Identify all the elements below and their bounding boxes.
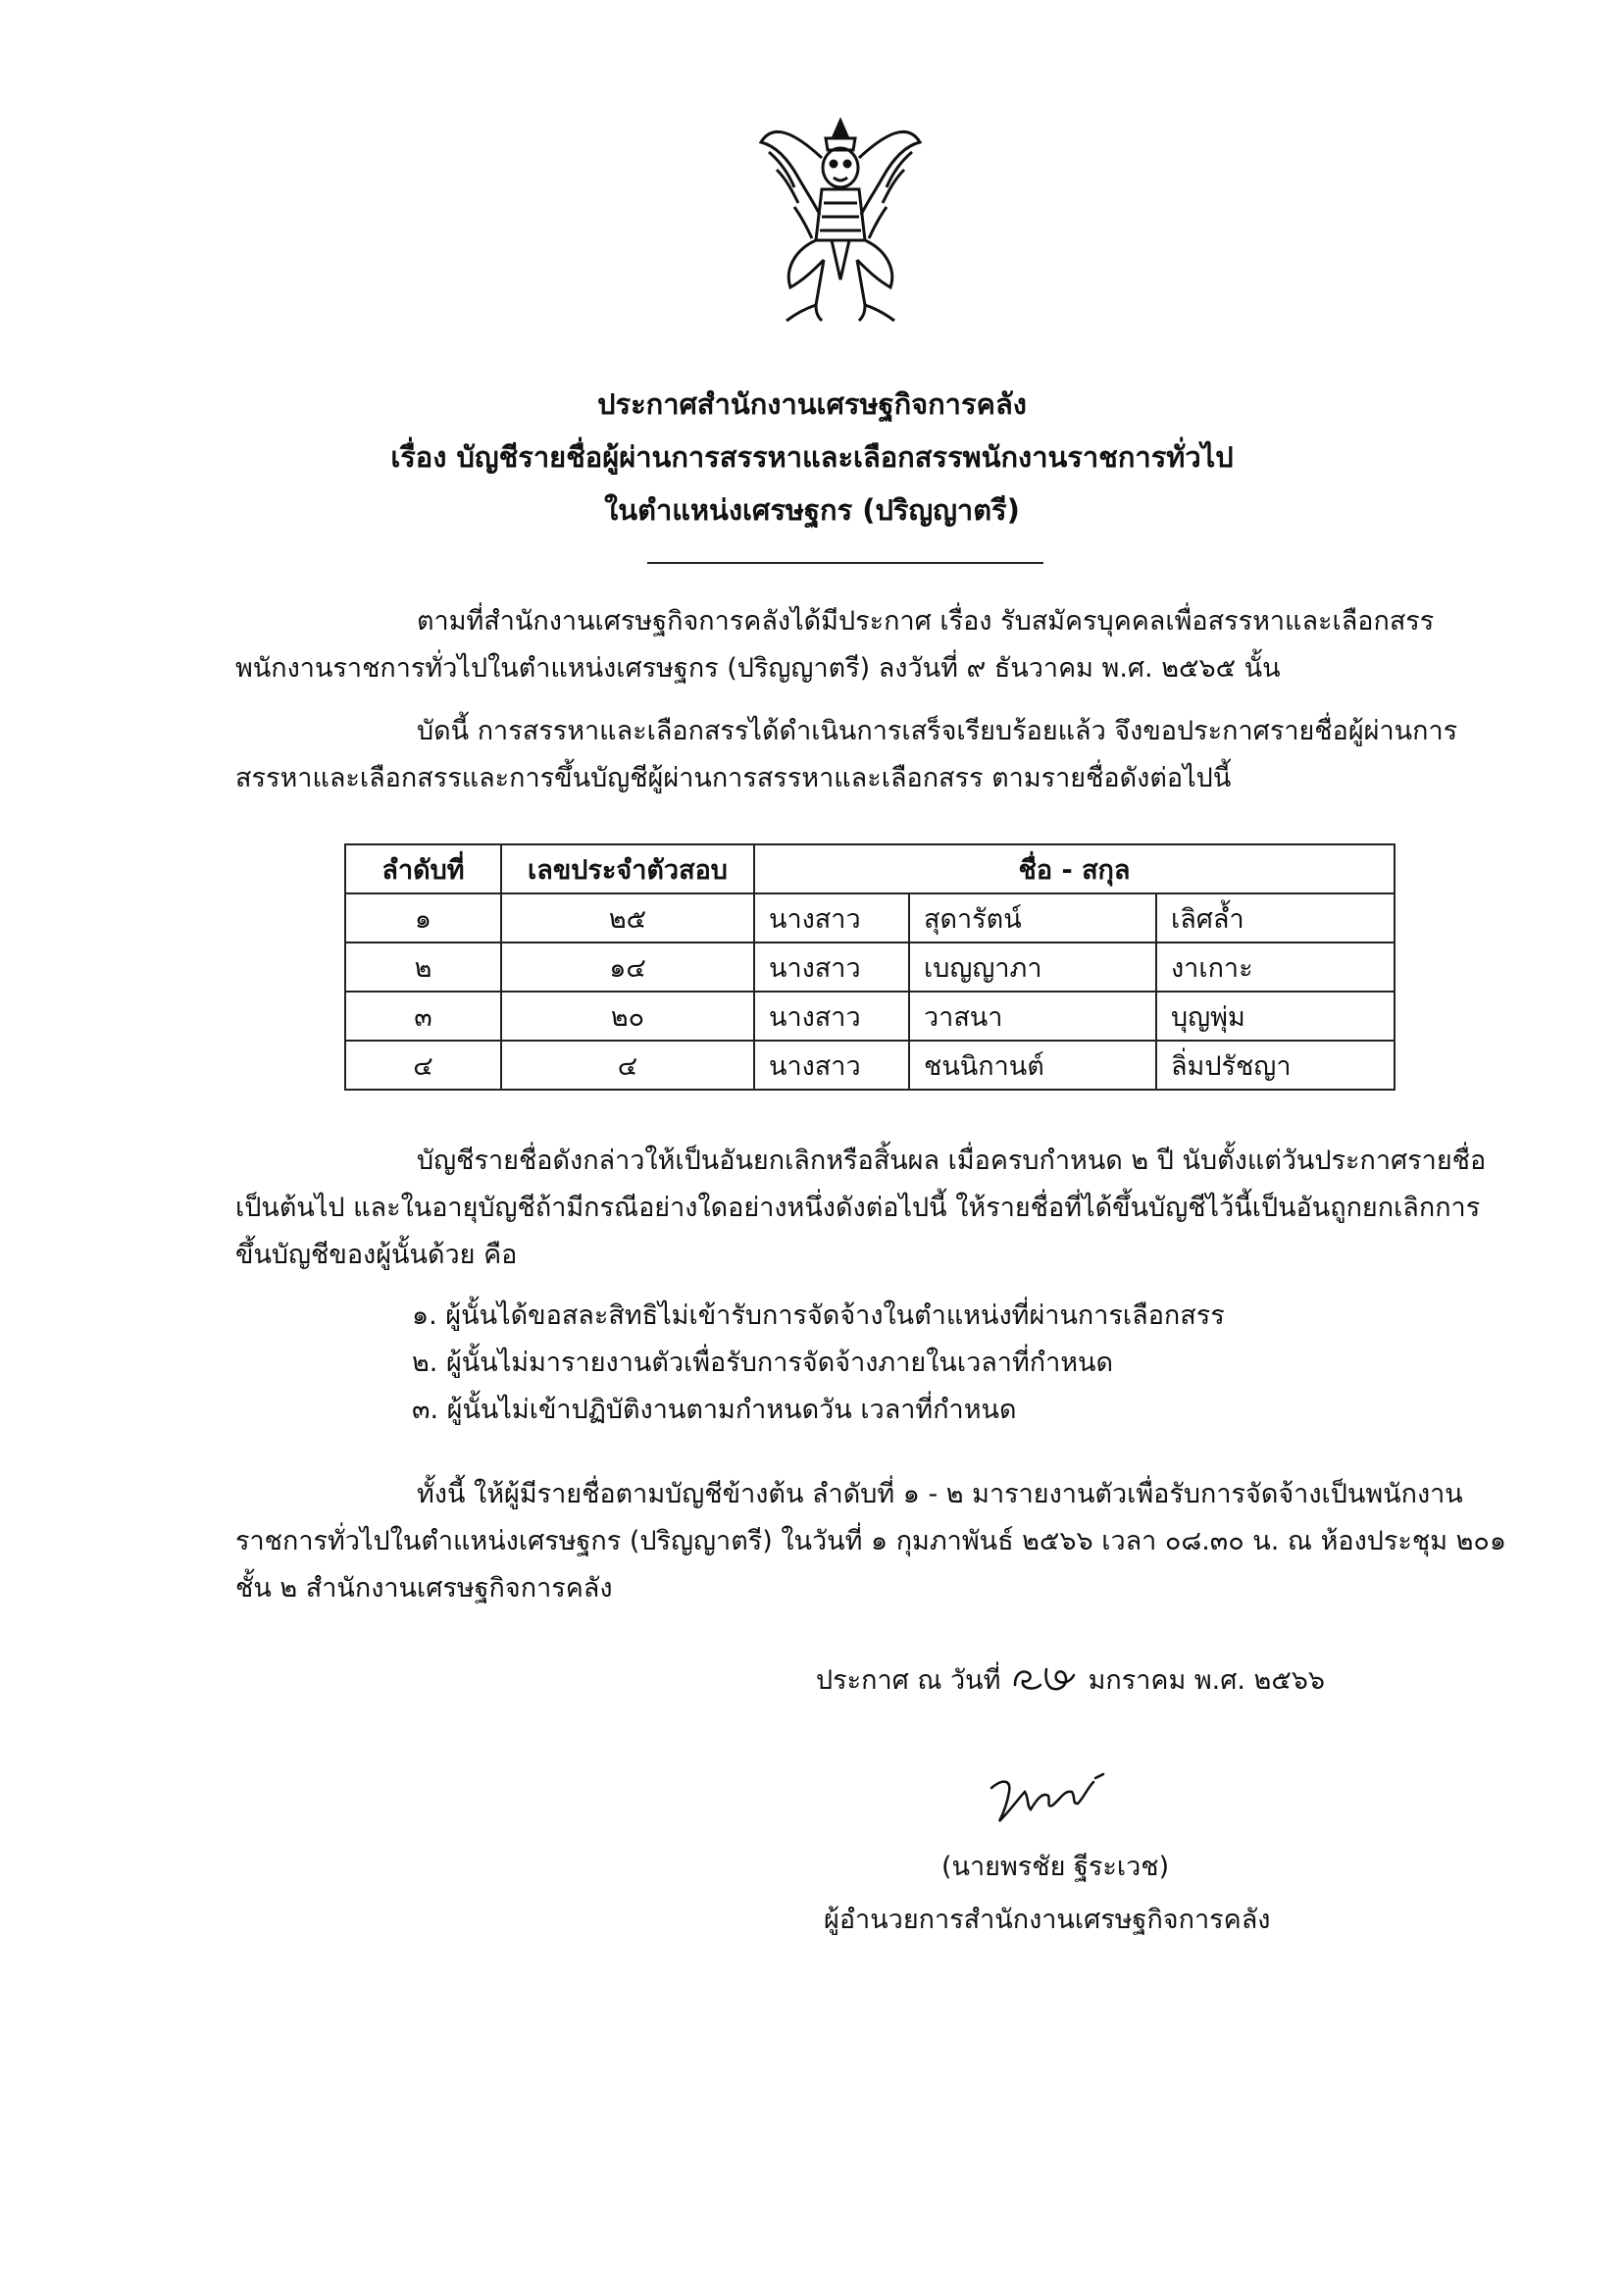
header-full-name: ชื่อ - สกุล xyxy=(754,844,1395,893)
table-row xyxy=(345,893,1395,943)
header-order: ลำดับที่ xyxy=(345,844,501,893)
announce-prefix: ประกาศ ณ วันที่ xyxy=(816,1665,1010,1696)
condition-item: ๓. ผู้นั้นไม่เข้าปฏิบัติงานตามกำหนดวัน เวลาที่กำหนด xyxy=(412,1395,1017,1425)
paragraph-background: ตามที่สำนักงานเศรษฐกิจการคลังได้มีประกาศ เรื่อง รับสมัครบุคคลเพื่อสรรหาและเลือกสรรพนักงานราชการทั่วไปในตำแหน่งเศรษฐกร (ปริญญาตรี) ลงวันที่ ๙ ธันวาคม พ.ศ. ๒๕๖๕ นั้น xyxy=(235,606,1435,684)
paragraph-reporting: ทั้งนี้ ให้ผู้มีรายชื่อตามบัญชีข้างต้น ลำดับที่ ๑ - ๒ มารายงานตัวเพื่อรับการจัดจ้างเป็นพนักงานราชการทั่วไปในตำแหน่งเศรษฐกร (ปริญญาตรี) ในวันที่ ๑ กุมภาพันธ์ ๒๕๖๖ เวลา ๐๘.๓๐ น. ณ ห้องประชุม ๒๐๑ ชั้น ๒ สำนักงานเศรษฐกิจการคลัง xyxy=(235,1479,1507,1604)
cell-exam-id: ๑๔ xyxy=(501,943,754,992)
cell-title: นางสาว xyxy=(754,893,909,943)
cell-first-name: สุดารัตน์ xyxy=(909,893,1156,943)
paragraph-validity: บัญชีรายชื่อดังกล่าวให้เป็นอันยกเลิกหรือสิ้นผล เมื่อครบกำหนด ๒ ปี นับตั้งแต่วันประกาศรายชื่อเป็นต้นไป และในอายุบัญชีถ้ามีกรณีอย่างใดอย่างหนึ่งดังต่อไปนี้ ให้รายชื่อที่ได้ขึ้นบัญชีไว้นี้เป็นอันถูกยกเลิกการขึ้นบัญชีของผู้นั้นด้วย คือ xyxy=(235,1146,1487,1270)
cell-last-name: ลิ่มปรัชญา xyxy=(1156,1041,1395,1090)
cell-title: นางสาว xyxy=(754,992,909,1041)
condition-item: ๒. ผู้นั้นไม่มารายงานตัวเพื่อรับการจัดจ้างภายในเวลาที่กำหนด xyxy=(412,1348,1114,1378)
cell-last-name: งาเกาะ xyxy=(1156,943,1395,992)
condition-item: ๑. ผู้นั้นได้ขอสละสิทธิไม่เข้ารับการจัดจ้างในตำแหน่งที่ผ่านการเลือกสรร xyxy=(412,1300,1225,1331)
signer-position: ผู้อำนวยการสำนักงานเศรษฐกิจการคลัง xyxy=(824,1905,1271,1935)
garuda-emblem-icon xyxy=(755,113,927,324)
cell-order: ๓ xyxy=(345,992,501,1041)
cell-last-name: บุญพุ่ม xyxy=(1156,992,1395,1041)
table-row xyxy=(345,943,1395,992)
paragraph-announcement: บัดนี้ การสรรหาและเลือกสรรได้ดำเนินการเสร็จเรียบร้อยแล้ว จึงขอประกาศรายชื่อผู้ผ่านการสรรหาและเลือกสรรและการขึ้นบัญชีผู้ผ่านการสรรหาและเลือกสรร ตามรายชื่อดังต่อไปนี้ xyxy=(235,716,1458,793)
announce-suffix: มกราคม พ.ศ. ๒๕๖๖ xyxy=(1080,1665,1326,1696)
cell-first-name: เบญญาภา xyxy=(909,943,1156,992)
cell-title: นางสาว xyxy=(754,943,909,992)
signature-mark xyxy=(986,1770,1113,1829)
cell-title: นางสาว xyxy=(754,1041,909,1090)
cell-order: ๑ xyxy=(345,893,501,943)
cell-first-name: วาสนา xyxy=(909,992,1156,1041)
cell-order: ๒ xyxy=(345,943,501,992)
title-divider xyxy=(647,562,1043,564)
header-exam-id: เลขประจำตัวสอบ xyxy=(501,844,754,893)
announcement-subject: เรื่อง บัญชีรายชื่อผู้ผ่านการสรรหาและเลือกสรรพนักงานราชการทั่วไป xyxy=(390,440,1234,474)
announcement-title: ประกาศสำนักงานเศรษฐกิจการคลัง xyxy=(597,387,1027,421)
cell-exam-id: ๒๐ xyxy=(501,992,754,1041)
cell-last-name: เลิศล้ำ xyxy=(1156,893,1395,943)
cell-first-name: ชนนิกานต์ xyxy=(909,1041,1156,1090)
signer-name: (นายพรชัย ฐีระเวช) xyxy=(941,1852,1170,1882)
table-row xyxy=(345,992,1395,1041)
cell-order: ๔ xyxy=(345,1041,501,1090)
announcement-date xyxy=(816,1657,1325,1705)
cell-exam-id: ๒๕ xyxy=(501,893,754,943)
announcement-position: ในตำแหน่งเศรษฐกร (ปริญญาตรี) xyxy=(604,493,1020,527)
handwritten-day xyxy=(1009,1661,1080,1695)
results-table xyxy=(344,843,1396,1091)
cell-exam-id: ๔ xyxy=(501,1041,754,1090)
table-row xyxy=(345,1041,1395,1090)
table-header-row xyxy=(345,844,1395,893)
